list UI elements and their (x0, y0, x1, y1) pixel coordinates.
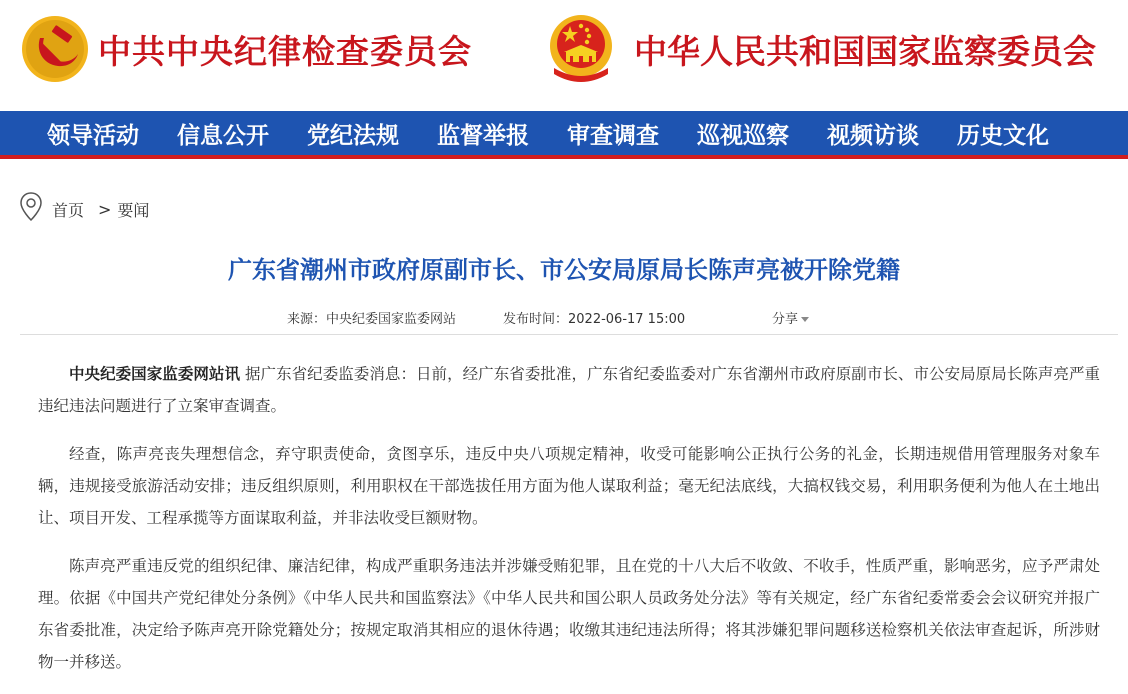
breadcrumb-home[interactable]: 首页 (52, 200, 85, 220)
nav-item-info-disclosure[interactable]: 信息公开 (177, 121, 269, 149)
location-pin-icon (20, 192, 42, 226)
article-title: 广东省潮州市政府原副市长、市公安局原局长陈声亮被开除党籍 (228, 256, 900, 284)
breadcrumb-current[interactable]: 要闻 (117, 200, 150, 220)
share-button[interactable] (772, 308, 809, 327)
meta-divider (20, 334, 1118, 335)
nav-item-history[interactable]: 历史文化 (957, 121, 1049, 149)
nav-item-video[interactable]: 视频访谈 (827, 121, 919, 149)
article-source: 来源：中央纪委国家监委网站 (287, 312, 457, 327)
article-lead: 中央纪委国家监委网站讯 (69, 365, 241, 383)
article-pubtime: 发布时间：2022-06-17 15:00 (503, 312, 686, 327)
main-nav (0, 111, 1128, 159)
nsc-title: 中华人民共和国国家监察委员会 (634, 31, 1096, 71)
nsc-logo[interactable] (548, 12, 1096, 86)
nav-item-report[interactable]: 监督举报 (437, 121, 529, 149)
party-emblem-icon (22, 16, 88, 82)
article-paragraph: 经查，陈声亮丧失理想信念，弃守职责使命，贪图享乐，违反中央八项规定精神，收受可能影响公正执行公务的礼金，长期违规借用管理服务对象车辆，违规接受旅游活动安排；违反组织原则，利用职权在干部选拔任用方面为他人谋取利益；毫无纪法底线，大搞权钱交易，利用职务便利为他人在土地出让、项目开发、工程承揽等方面谋取利益，并非法收受巨额财物。 (38, 445, 1100, 527)
article-paragraph: 陈声亮严重违反党的组织纪律、廉洁纪律，构成严重职务违法并涉嫌受贿犯罪，且在党的十八大后不收敛、不收手，性质严重，影响恶劣，应予严肃处理。依据《中国共产党纪律处分条例》《中华人民共和国监察法》《中华人民共和国公职人员政务处分法》等有关规定，经广东省纪委常委会会议研究并报广东省委批准，决定给予陈声亮开除党籍处分；按规定取消其相应的退休待遇；收缴其违纪违法所得；将其涉嫌犯罪问题移送检察机关依法审查起诉，所涉财物一并移送。 (38, 557, 1100, 671)
breadcrumb-separator: > (98, 199, 112, 219)
ccdi-logo[interactable] (22, 16, 472, 82)
article-paragraph (38, 358, 1100, 422)
national-emblem-icon (548, 12, 614, 86)
breadcrumb (20, 192, 149, 226)
nav-item-investigation[interactable]: 审查调查 (567, 121, 659, 149)
ccdi-title: 中共中央纪律检查委员会 (98, 31, 472, 71)
site-header (0, 0, 1128, 111)
article-meta (0, 308, 1128, 328)
article-paragraph-text: 据广东省纪委监委消息：日前，经广东省委批准，广东省纪委监委对广东省潮州市政府原副市长、市公安局原局长陈声亮严重违纪违法问题进行了立案审查调查。 (38, 365, 1100, 415)
caret-down-icon (801, 317, 809, 322)
nav-item-leadership[interactable]: 领导活动 (47, 121, 139, 149)
share-label: 分享 (772, 312, 799, 327)
article-body (38, 358, 1100, 694)
nav-item-regulations[interactable]: 党纪法规 (307, 121, 399, 149)
nav-item-inspection[interactable]: 巡视巡察 (697, 121, 789, 149)
